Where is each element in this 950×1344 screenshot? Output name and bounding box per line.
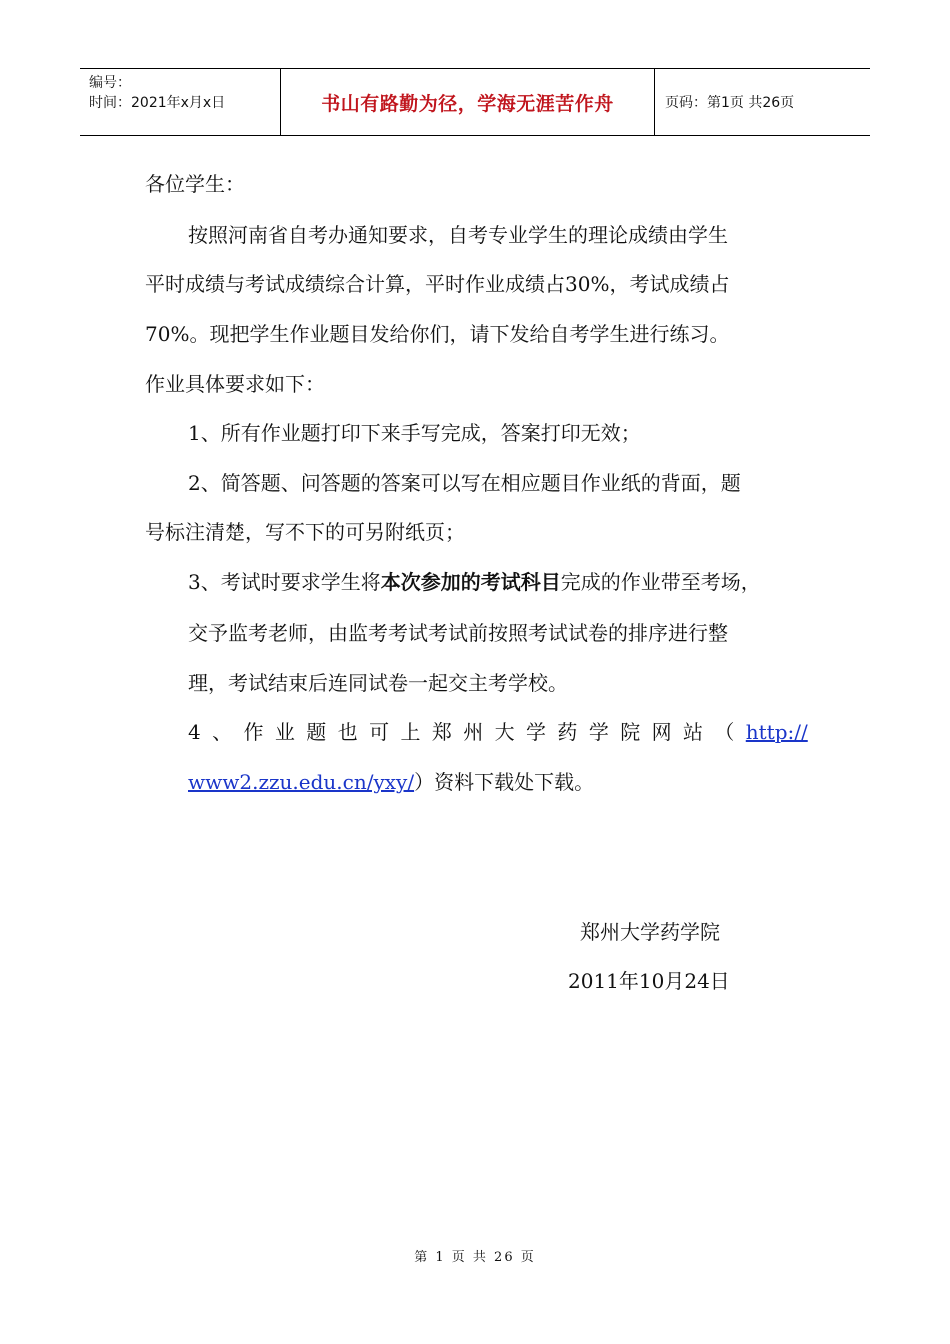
item-3-emphasis: 本次参加的考试科目 [380, 570, 561, 594]
item-4-token: 题 [306, 720, 327, 744]
page-code: 页码：第1页 共26页 [665, 95, 795, 111]
item-1: 1、所有作业题打印下来手写完成，答案打印无效； [188, 421, 641, 445]
item-4-token: 站 [682, 720, 703, 744]
greeting: 各位学生： [145, 172, 245, 196]
item-4-token: 上 [400, 720, 421, 744]
item-4-token: 可 [369, 720, 390, 744]
para1-line1: 按照河南省自考办通知要求，自考专业学生的理论成绩由学生 [188, 223, 728, 247]
item-4-line1 [188, 718, 808, 746]
item-3-suffix: 完成的作业带至考场， [560, 570, 761, 594]
para1-line3: 70%。现把学生作业题目发给你们，请下发给自考学生进行练习。 [145, 322, 730, 346]
item-4-token: 网 [651, 720, 672, 744]
item-3-prefix: 3、考试时要求学生将 [188, 570, 381, 594]
item-4-token: 4 [188, 720, 201, 744]
footer-page-number: 第 1 页 共 26 页 [414, 1250, 536, 1265]
item-4-token: （ [714, 720, 735, 744]
item-4-token: 州 [463, 720, 484, 744]
item-4-token: 郑 [431, 720, 452, 744]
item-4-token: 、 [212, 720, 233, 744]
motto: 书山有路勤为径，学海无涯苦作舟 [321, 92, 614, 115]
requirements-intro: 作业具体要求如下： [145, 372, 325, 396]
item-4-token: 学 [526, 720, 547, 744]
item-4-line2 [188, 768, 594, 796]
item-2-line1: 2、简答题、问答题的答案可以写在相应题目作业纸的背面，题 [188, 471, 741, 495]
item-4-token: 也 [337, 720, 358, 744]
item-4-token: 药 [557, 720, 578, 744]
header-meta [80, 69, 281, 135]
item-3-line2: 交予监考老师，由监考考试考试前按照考试试卷的排序进行整 [188, 621, 728, 645]
item-4-token: 大 [494, 720, 515, 744]
item-4-token: 作 [243, 720, 264, 744]
item-4-token: 学 [588, 720, 609, 744]
item-3-line1 [188, 568, 761, 596]
website-link-part1[interactable]: http:// [745, 720, 808, 744]
item-3-line3: 理，考试结束后连同试卷一起交主考学校。 [188, 671, 568, 695]
signature-date: 2011年10月24日 [568, 969, 730, 993]
item-4-suffix: ）资料下载处下载。 [414, 770, 595, 794]
item-4-token: 业 [274, 720, 295, 744]
number-label: 编号： [89, 75, 131, 91]
header-page-code-cell [655, 69, 870, 135]
para1-line2: 平时成绩与考试成绩综合计算，平时作业成绩占30%，考试成绩占 [145, 272, 730, 296]
header-motto-cell [281, 69, 655, 135]
item-4-token: 院 [620, 720, 641, 744]
signature-org: 郑州大学药学院 [580, 920, 720, 944]
header-table [80, 68, 870, 136]
website-link-part2[interactable]: www2.zzu.edu.cn/yxy/ [188, 770, 415, 794]
item-2-line2: 号标注清楚，写不下的可另附纸页； [145, 520, 465, 544]
time-label: 时间：2021年x月x日 [89, 95, 226, 111]
